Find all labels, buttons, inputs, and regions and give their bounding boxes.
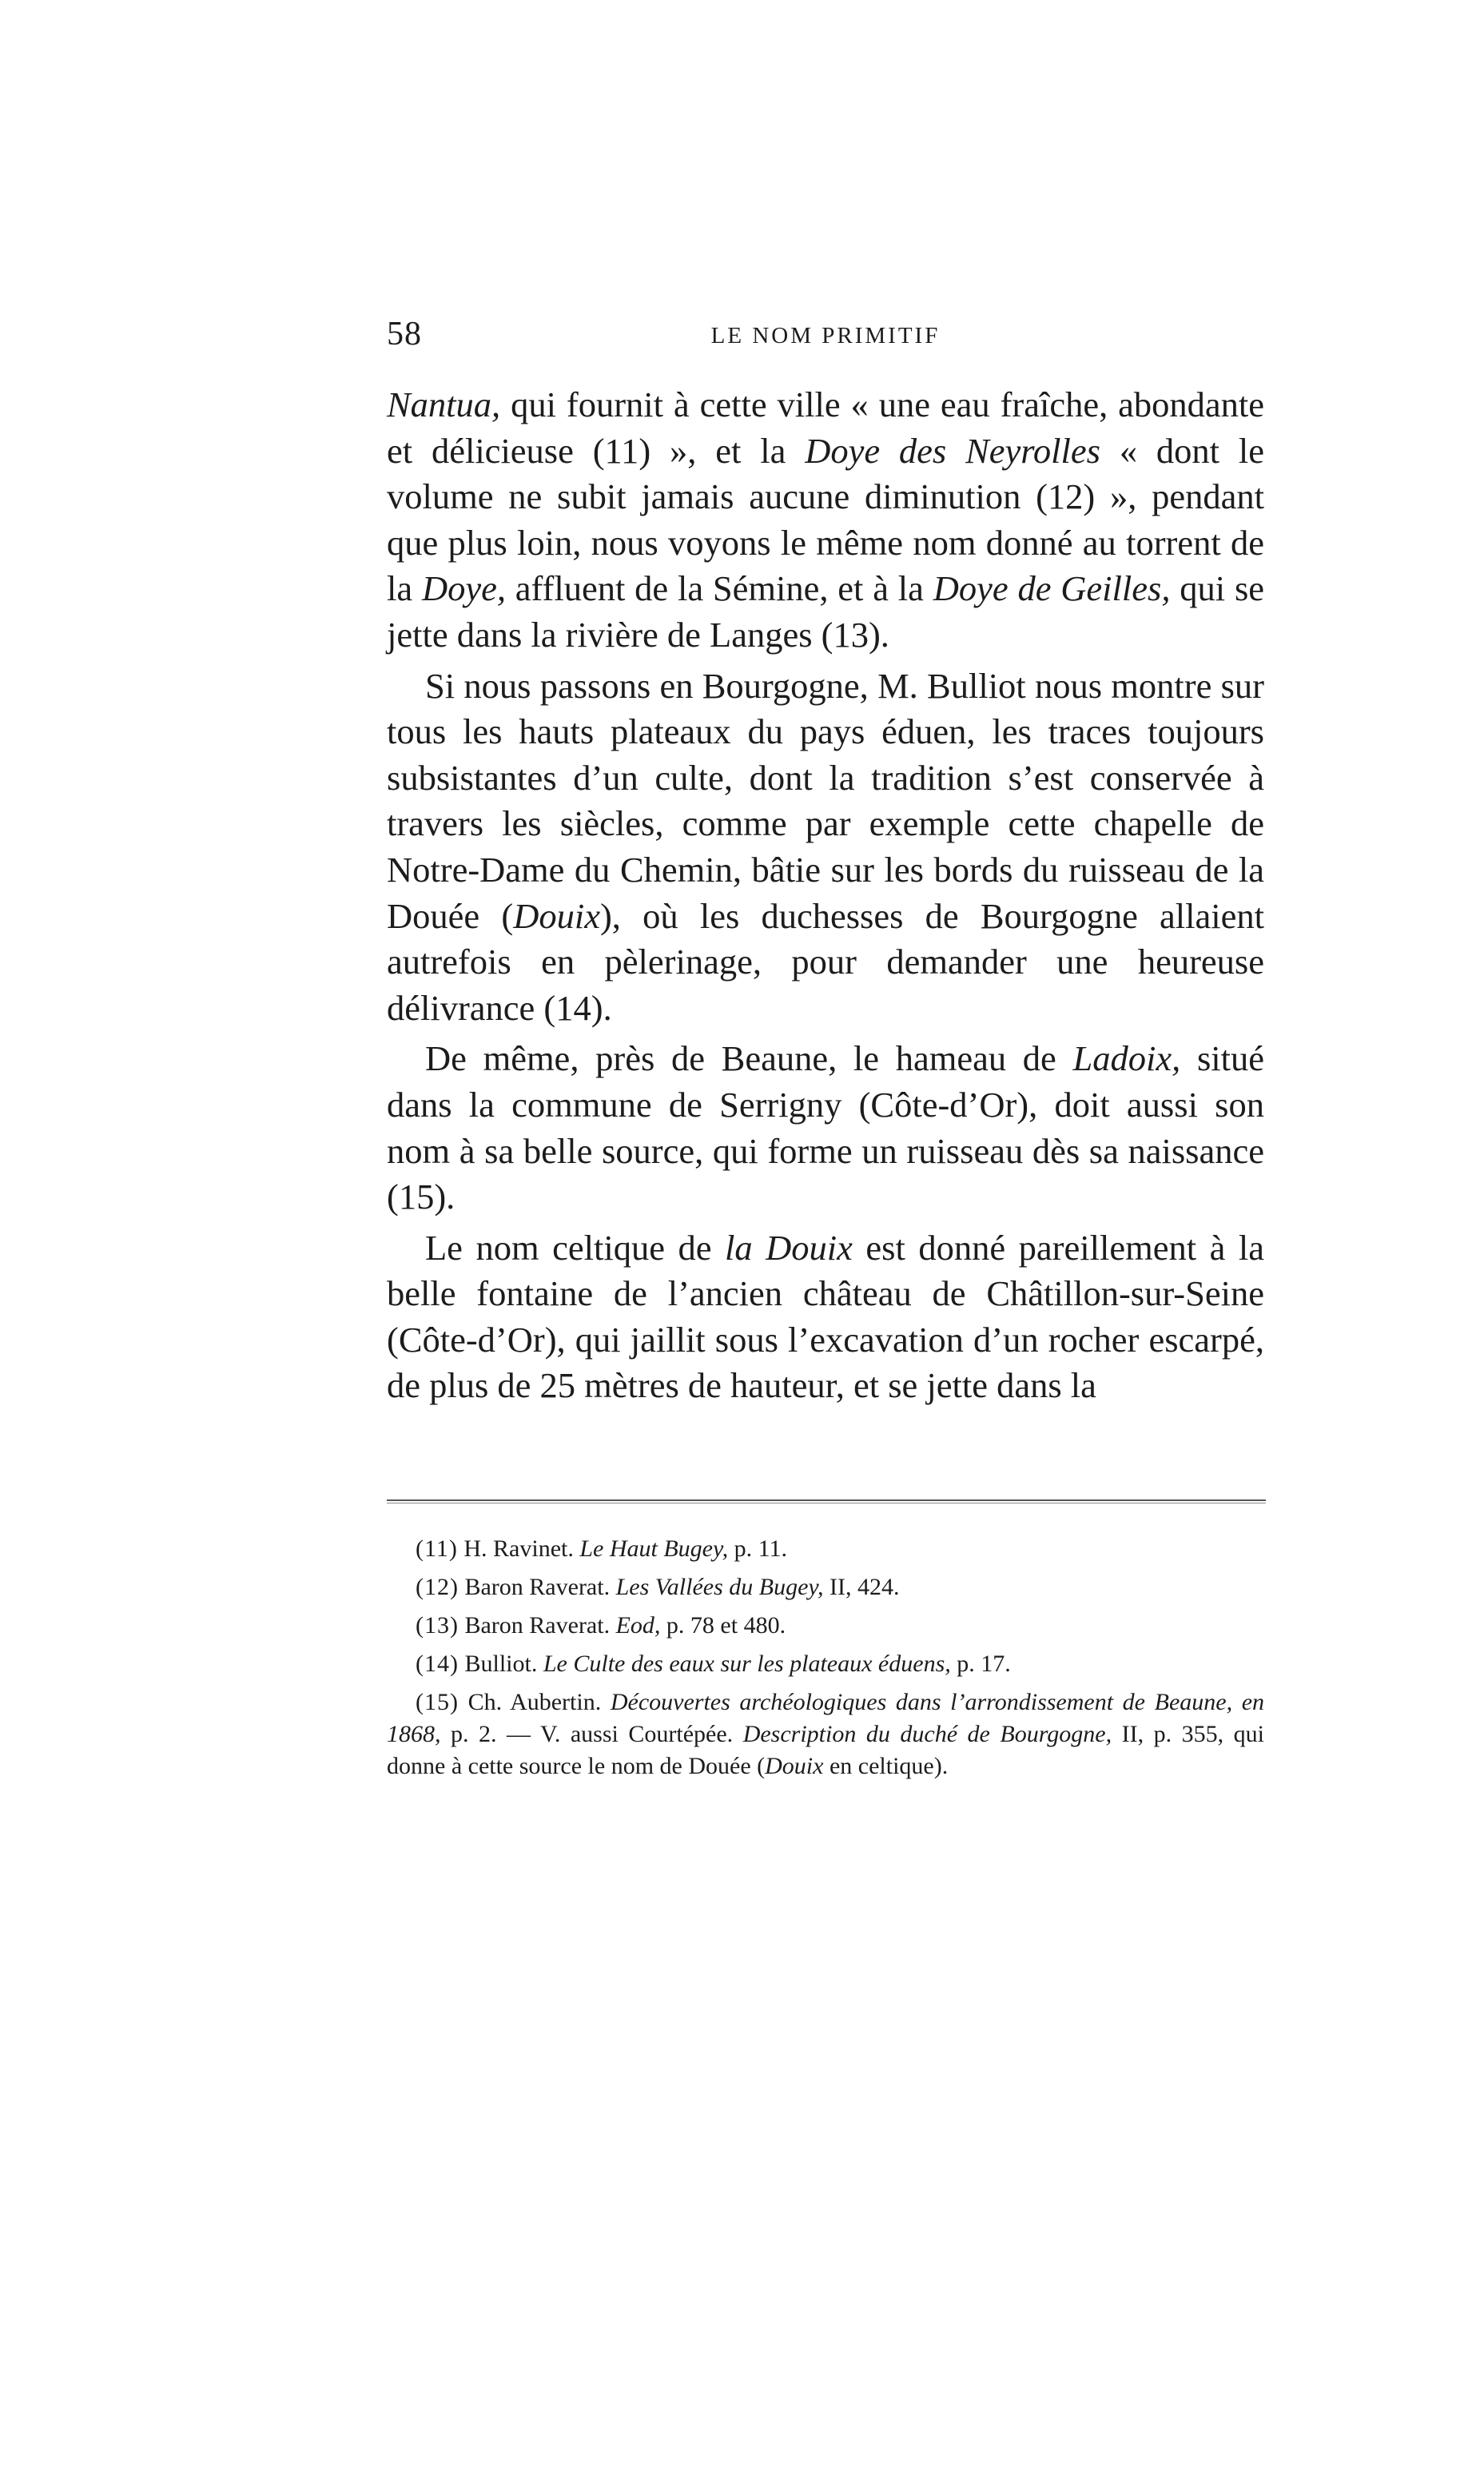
text-italic: Douix	[765, 1753, 824, 1779]
text-run: p. 17.	[950, 1651, 1011, 1677]
footnote-number: (13)	[416, 1612, 459, 1639]
text-run: Baron Raverat.	[458, 1574, 616, 1600]
text-run: en celtique).	[823, 1753, 949, 1779]
text-run: affluent de la Sémine, et à la	[505, 568, 933, 609]
text-run: Bulliot.	[458, 1651, 543, 1677]
footnote-separator-rule	[387, 1499, 1266, 1501]
text-italic: Le Haut Bugey,	[579, 1535, 729, 1562]
text-run: p. 78 et 480.	[660, 1612, 786, 1639]
paragraph-1	[387, 382, 1264, 659]
text-italic: Ladoix,	[1072, 1038, 1181, 1079]
text-run: Le nom celtique de	[425, 1227, 725, 1268]
text-run: Si nous passons en Bourgogne, M. Bulliot nous montre sur tous les hauts plateaux du pays éduen, les traces toujours subsistantes d’un culte, dont la tradition s’est conservée à travers les siècles, comme par exemple cette chapelle de Notre-Dame du Chemin, bâtie sur les bords du ruisseau de la Douée (	[387, 665, 1264, 936]
text-run: qui fournit à cette ville « une eau fraîche, abondante et délicieuse (11) », et la	[387, 384, 1264, 471]
text-italic: Eod,	[615, 1612, 661, 1639]
footnote-number: (15)	[416, 1689, 459, 1715]
footnote-number: (14)	[416, 1651, 459, 1677]
text-italic: Doye,	[421, 568, 506, 609]
text-italic: la Douix	[725, 1227, 853, 1268]
text-italic: Doye de Geilles,	[933, 568, 1171, 609]
page-number: 58	[387, 316, 422, 352]
running-title: LE NOM PRIMITIF	[710, 323, 941, 348]
text-run: H. Ravinet.	[457, 1535, 580, 1562]
text-run: p. 11.	[728, 1535, 788, 1562]
footnote-11	[387, 1533, 1264, 1565]
text-run: est donné pareillement à la belle fontaine de l’ancien château de Châtillon-sur-Seine (Côte-d’Or), qui jaillit sous l’excavation d’un rocher escarpé, de plus de 25 mètres de hauteur, et se jette dans la	[387, 1227, 1264, 1406]
text-run: situé dans la commune de Serrigny (Côte-d’Or), doit aussi son nom à sa belle source, qui forme un ruisseau dès sa naissance (15).	[387, 1038, 1264, 1217]
footnote-12	[387, 1571, 1264, 1603]
text-run: Ch. Aubertin.	[458, 1689, 611, 1715]
text-run: « dont le volume ne subit jamais aucune diminution (12) », pendant que plus loin, nous voyons le même nom donné au torrent de la	[387, 430, 1264, 609]
text-italic: Découvertes archéologiques dans l’arrondissement de Beaune, en 1868,	[387, 1689, 1265, 1747]
text-run: II, 424.	[823, 1574, 900, 1600]
paragraph-4	[387, 1225, 1264, 1409]
footnote-14	[387, 1648, 1264, 1680]
footnote-15	[387, 1686, 1264, 1782]
text-run: II, p. 355, qui donne à cette source le nom de Douée (	[387, 1721, 1264, 1779]
text-italic: Le Culte des eaux sur les plateaux éduens,	[543, 1651, 951, 1677]
footnote-number: (12)	[416, 1574, 459, 1600]
text-italic: Les Vallées du Bugey,	[615, 1574, 824, 1600]
text-italic: Nantua,	[387, 384, 501, 424]
paragraph-3	[387, 1036, 1264, 1220]
text-italic: Description du duché de Bourgogne,	[742, 1721, 1112, 1747]
text-run: De même, près de Beaune, le hameau de	[425, 1038, 1073, 1079]
paragraph-2	[387, 663, 1264, 1032]
page-header	[387, 315, 1264, 363]
footnote-number: (11)	[416, 1535, 458, 1562]
main-text	[387, 382, 1264, 1409]
text-run: Baron Raverat.	[458, 1612, 616, 1639]
text-run: p. 2. — V. aussi Courtépée.	[440, 1721, 743, 1747]
text-run: ), où les duchesses de Bourgogne allaient autrefois en pèlerinage, pour demander une heureuse délivrance (14).	[387, 895, 1264, 1028]
text-italic: Doye des Neyrolles	[805, 430, 1100, 471]
text-run: qui se jette dans la rivière de Langes (13).	[387, 568, 1265, 655]
text-italic: Douix	[513, 895, 600, 936]
footnotes	[387, 1533, 1264, 1789]
footnote-13	[387, 1610, 1264, 1642]
